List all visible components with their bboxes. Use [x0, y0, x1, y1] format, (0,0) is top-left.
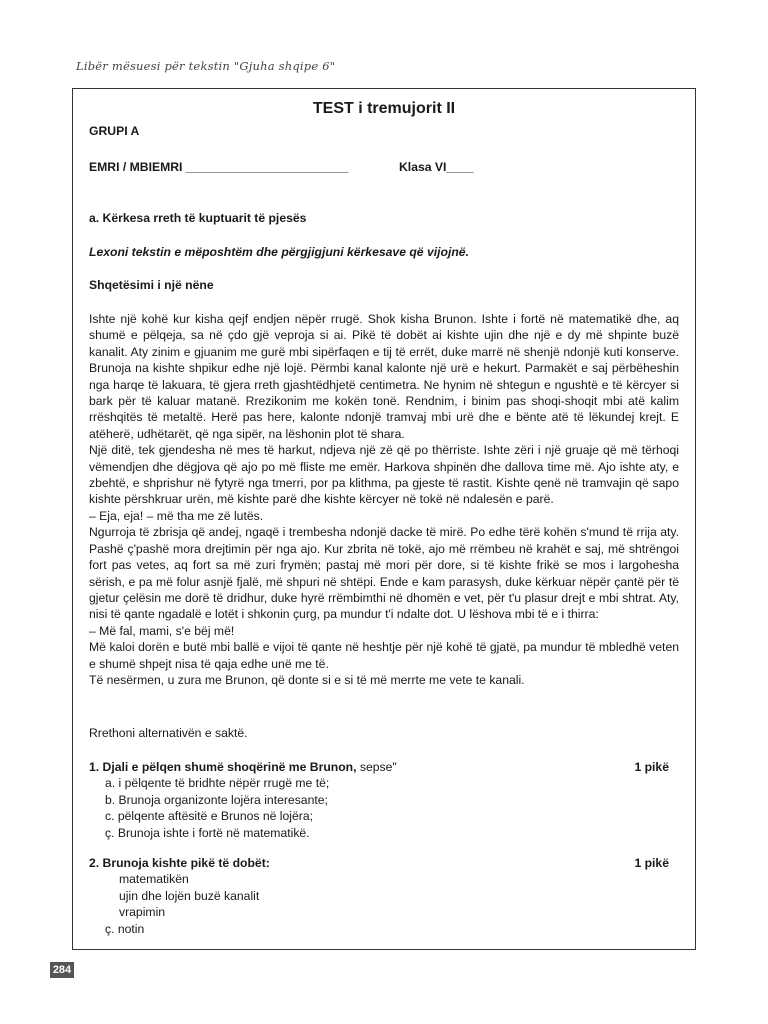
answer-option[interactable]: ujin dhe lojën buzë kanalit [119, 888, 260, 903]
passage-paragraph: Të nesërmen, u zura me Brunon, që donte si e si të më merrte me vete te kanali. [89, 672, 525, 687]
passage-paragraph: – Më fal, mami, s'e bëj më! [89, 623, 235, 638]
question-stem: 1. Djali e pëlqen shumë shoqërinë me Brunon, [89, 760, 357, 774]
passage-paragraph: Ishte një kohë kur kisha qejf endjen nëpër rrugë. Shok kisha Brunon. Ishte i fortë në matematikë dhe, aq shumë e pëlqeja, sa në çdo gjë veproja si ai. Pikë të dobët ai kishte ujin dhe një e dy më shpinte buzë kanalit. Aty zinim e gjuanim me gurë mbi sipërfaqen e tij të errët, duke marrë në shenjë ndonjë kuti konserve. Brunoja na kishte shpikur edhe një lojë. Përmbi kanal kalonte një urë e hekurt. Parmakët e saj përbëheshin nga harqe të lakuara, të gjera rreth gjashtëdhjetë centimetra. Ne hynim në shtegun e ngushtë e të kërcyer si bark për të kaluar matanë. Rrezikonim me kokën tonë. Rendnim, i binim pas shoqi-shoqit mbi atë kalim rrëshqitës të metaltë. Herë pas here, kalonte ndonjë tramvaj mbi urë dhe e bënte atë të lëkundej krejt. E atëherë, udhëtarët, që nga sipër, na lëshonin plot të shara. [89, 312, 679, 441]
passage-paragraph: Më kaloi dorën e butë mbi ballë e vijoi të qante në heshtje për një kohë të gjatë, pa mundur të mbledhë veten e shumë shpejt nisa të qaja edhe unë me të. [89, 640, 679, 671]
answer-option[interactable]: matematikën [119, 872, 189, 887]
circle-instruction: Rrethoni alternativën e saktë. [89, 726, 248, 740]
question-2 [89, 855, 679, 937]
instruction-text: Lexoni tekstin e mëposhtëm dhe përgjigjuni kërkesave që vijojnë. [89, 245, 469, 259]
passage [89, 311, 679, 688]
group-label: GRUPI A [89, 124, 140, 138]
book-header-note: Libër mësuesi për tekstin "Gjuha shqipe 6" [76, 59, 336, 73]
passage-title: Shqetësimi i një nëne [89, 278, 214, 292]
question-suffix: sepse" [356, 760, 397, 774]
answer-option[interactable]: ç. Brunoja ishte i fortë në matematikë. [105, 825, 310, 840]
question-points: 1 pikë [634, 856, 669, 870]
question-stem: 2. Brunoja kishte pikë të dobët: [89, 856, 270, 870]
name-field-label: EMRI / MBIEMRI ________________________ [89, 160, 349, 174]
passage-paragraph: Një ditë, tek gjendesha në mes të harkut, ndjeva një zë që po thërriste. Ishte zëri i një gruaje që më tërhoqi vëmendjen dhe dëgjova që ajo po më fliste me emër. Harkova shpinën dhe dallova time më. Ajo ishte aty, e zbehtë, e shprishur në fytyrë nga tmerri, por pa klithma, pa gjeste të rastit. Kishte qenë në tramvajin që sapo kishte përshkruar urën, më kishte parë dhe kishte kërcyer në tokë në ndalesën e parë. [89, 443, 679, 507]
question-points: 1 pikë [634, 760, 669, 774]
section-a-heading: a. Kërkesa rreth të kuptuarit të pjesës [89, 211, 307, 225]
passage-paragraph: – Eja, eja! – më tha me zë lutës. [89, 508, 264, 523]
page-number-badge: 284 [50, 962, 74, 978]
test-frame [72, 88, 696, 950]
answer-option[interactable]: a. i pëlqente të bridhte nëpër rrugë me të; [105, 776, 330, 791]
answer-option[interactable]: vrapimin [119, 905, 166, 920]
answer-option[interactable]: c. pëlqente aftësitë e Brunos në lojëra; [105, 809, 313, 824]
answer-option[interactable]: ç. notin [105, 921, 145, 936]
passage-paragraph: Ngurroja të zbrisja që andej, ngaqë i trembesha ndonjë dacke të mirë. Po edhe tërë kohën s'mund të rrija aty. Pashë ç'pashë mora drejtimin për nga ajo. Kur zbrita në tokë, ajo më rrëmbeu në krahët e saj, më shtrëngoi fort pas vetes, aq fort sa më zuri frymën; pastaj më mori për dore, si të kishte frikë se mos i largohesha sërish, e pa më folur asnjë fjalë, më shpuri në shtëpi. Ende e kam parasysh, duke kërkuar nëpër çantë për të gjetur çelësin me dorë të dridhur, duke hyrë rrëmbimthi në dhomën e vet, për t'u plasur drejt e mbi shtrat. Aty, nisi të qante ngadalë e lotët i shkonin çurg, pa mundur t'i ndalte dot. U lëshova mbi të e i thirra: [89, 525, 679, 622]
question-1 [89, 759, 679, 841]
answer-option[interactable]: b. Brunoja organizonte lojëra interesante; [105, 792, 328, 807]
test-title: TEST i tremujorit II [312, 100, 456, 117]
class-field-label: Klasa VI____ [399, 160, 474, 174]
